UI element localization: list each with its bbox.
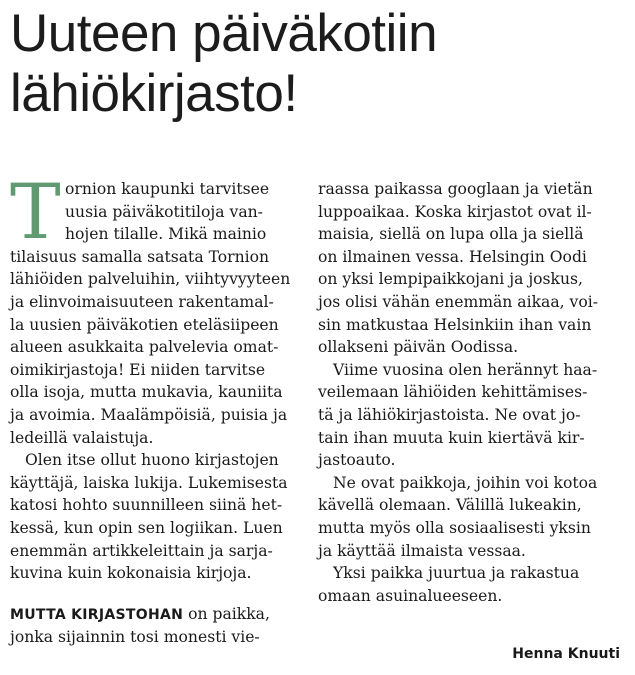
article-column-left	[10, 167, 297, 649]
headline	[10, 4, 625, 124]
text-line: la uusien päiväkotien eteläsiipeen	[10, 315, 279, 334]
text-line	[10, 603, 297, 627]
text-line: Viime vuosina olen herännyt haa-	[333, 360, 598, 379]
text-line: hojen tilalle. Mikä mainio	[65, 225, 267, 244]
text-line: oimikirjastoja! Ei niiden tarvitse	[10, 360, 266, 379]
text-line: raassa paikassa googlaan ja vietän	[318, 180, 593, 198]
text-line: ja elinvoimaisuuteen rakentamal-	[10, 292, 274, 311]
text-line: veilemaan lähiöiden kehittämises-	[318, 383, 588, 402]
text-line: mutta myös olla sosiaalisesti yksin	[318, 518, 591, 537]
text-line: alueen asukkaita palvelevia omat-	[10, 338, 279, 357]
text-line: Ne ovat paikkoja, joihin voi kotoa	[333, 473, 598, 492]
text-line: ornion kaupunki tarvitsee	[65, 180, 270, 198]
subhead: MUTTA KIRJASTOHAN	[10, 606, 184, 623]
text-line: lähiöiden palveluihin, viihtyvyyteen	[10, 270, 291, 289]
text-line: ledeillä valaistuja.	[10, 428, 154, 447]
text-line: kävellä olemaan. Välillä lukeakin,	[318, 496, 582, 515]
text-line: kuvina kuin kokonaisia kirjoja.	[10, 564, 252, 583]
paragraph-7	[318, 562, 616, 607]
text-line: katosi hohto suunnilleen siinä het-	[10, 496, 283, 515]
text-line: jastoauto.	[318, 451, 396, 470]
text-line: kessä, kun opin sen logiikan. Luen	[10, 518, 283, 537]
text-line: sin matkustaa Helsinkiin ihan vain	[318, 315, 592, 334]
text-line: maisia, siellä on lupa olla ja siellä	[318, 225, 584, 244]
text-line: tä ja lähiökirjastoista. Ne ovat jo-	[318, 405, 581, 424]
text-line: uusia päiväkotitiloja van-	[65, 202, 263, 221]
text-line: on yksi lempipaikkojani ja joskus,	[318, 270, 584, 289]
text-line: jos olisi vähän enemmän aikaa, voi-	[318, 292, 599, 311]
text-line: omaan asuinalueeseen.	[318, 586, 503, 605]
paragraph-2	[10, 449, 297, 585]
paragraph-1	[10, 167, 297, 449]
text-line: tain ihan muuta kuin kiertävä kir-	[318, 428, 585, 447]
paragraph-6	[318, 472, 616, 562]
text-line: jonka sijainnin tosi monesti vie-	[10, 628, 260, 647]
text-line: on ilmainen vessa. Helsingin Oodi	[318, 247, 587, 266]
text-line: ja käyttää ilmaista vessaa.	[318, 541, 526, 560]
text-line: enemmän artikkeleittain ja sarja-	[10, 541, 273, 560]
paragraph-3	[10, 603, 297, 649]
text-line: Yksi paikka juurtua ja rakastua	[333, 564, 580, 583]
text-line: tilaisuus samalla satsata Tornion	[10, 247, 270, 266]
text-line: käyttäjä, laiska lukija. Lukemisesta	[10, 473, 288, 492]
author-byline: Henna Knuuti	[512, 646, 620, 662]
drop-cap: T	[10, 167, 61, 256]
text-line: luppoaikaa. Koska kirjastot ovat il-	[318, 202, 592, 221]
paragraph-5	[318, 359, 616, 472]
text-line: ja avoimia. Maalämpöisiä, puisia ja	[10, 405, 288, 424]
text-line: Olen itse ollut huono kirjastojen	[25, 451, 279, 470]
text-line: olla isoja, mutta mukavia, kauniita	[10, 383, 283, 402]
article-column-right	[318, 178, 616, 607]
text-line: ollakseni päivän Oodissa.	[318, 338, 519, 357]
paragraph-4	[318, 178, 616, 359]
headline-line-2: lähiökirjasto!	[10, 64, 298, 123]
text-fragment: on paikka,	[183, 604, 270, 623]
headline-line-1: Uuteen päiväkotiin	[10, 4, 438, 63]
